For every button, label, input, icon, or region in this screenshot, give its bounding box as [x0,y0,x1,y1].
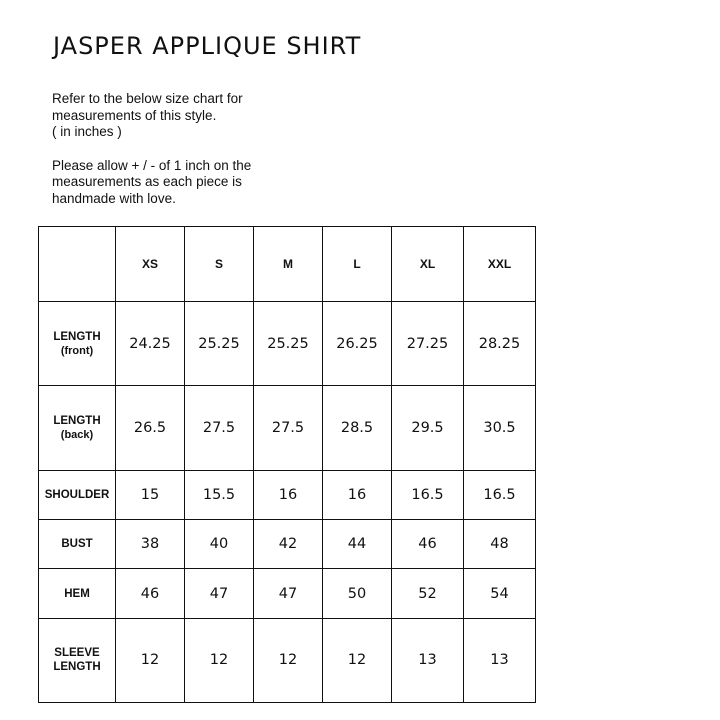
table-cell: 42 [254,519,323,568]
table-row [39,386,536,470]
table-cell: 12 [254,618,323,702]
table-cell: 48 [464,519,536,568]
table-cell: 12 [323,618,392,702]
table-cell: 12 [185,618,254,702]
table-row [39,569,536,618]
table-cell: 12 [116,618,185,702]
row-label: SLEEVE LENGTH [39,618,116,702]
table-cell: 54 [464,569,536,618]
table-cell: 47 [254,569,323,618]
allowance-line: measurements as each piece is [52,174,242,189]
row-label: LENGTH (front) [39,302,116,386]
table-cell: 40 [185,519,254,568]
table-cell: 29.5 [392,386,464,470]
table-cell: 15 [116,470,185,519]
table-cell: 27.25 [392,302,464,386]
page-title: JASPER APPLIQUE SHIRT [53,32,362,60]
table-cell: 26.5 [116,386,185,470]
table-cell: 26.25 [323,302,392,386]
allowance-line: Please allow + / - of 1 inch on the [52,157,252,173]
intro-text [52,91,251,207]
table-cell: 30.5 [464,386,536,470]
size-header: XL [392,227,464,302]
table-cell: 38 [116,519,185,568]
table-cell: 25.25 [254,302,323,386]
size-header: XS [116,227,185,302]
size-header: S [185,227,254,302]
size-header: M [254,227,323,302]
intro-line: ( in inches ) [52,124,122,139]
row-label: HEM [39,569,116,618]
table-cell: 27.5 [185,386,254,470]
table-cell: 25.25 [185,302,254,386]
table-cell: 16 [254,470,323,519]
table-cell: 44 [323,519,392,568]
corner-cell [39,227,116,302]
table-cell: 13 [392,618,464,702]
table-cell: 52 [392,569,464,618]
intro-line: Refer to the below size chart for [52,91,243,106]
table-cell: 15.5 [185,470,254,519]
table-cell: 16.5 [464,470,536,519]
table-cell: 13 [464,618,536,702]
size-chart-table [38,226,536,703]
table-cell: 46 [116,569,185,618]
table-cell: 47 [185,569,254,618]
intro-line: measurements of this style. [52,107,217,123]
size-header: XXL [464,227,536,302]
row-label: SHOULDER [39,470,116,519]
table-cell: 46 [392,519,464,568]
table-cell: 28.5 [323,386,392,470]
allowance-line: handmade with love. [52,190,176,206]
table-cell: 16.5 [392,470,464,519]
table-cell: 27.5 [254,386,323,470]
table-cell: 16 [323,470,392,519]
row-label: LENGTH (back) [39,386,116,470]
table-cell: 28.25 [464,302,536,386]
table-row [39,470,536,519]
table-row [39,519,536,568]
table-row [39,618,536,702]
table-cell: 24.25 [116,302,185,386]
size-header: L [323,227,392,302]
table-row [39,302,536,386]
row-label: BUST [39,519,116,568]
table-cell: 50 [323,569,392,618]
header-row [39,227,536,302]
